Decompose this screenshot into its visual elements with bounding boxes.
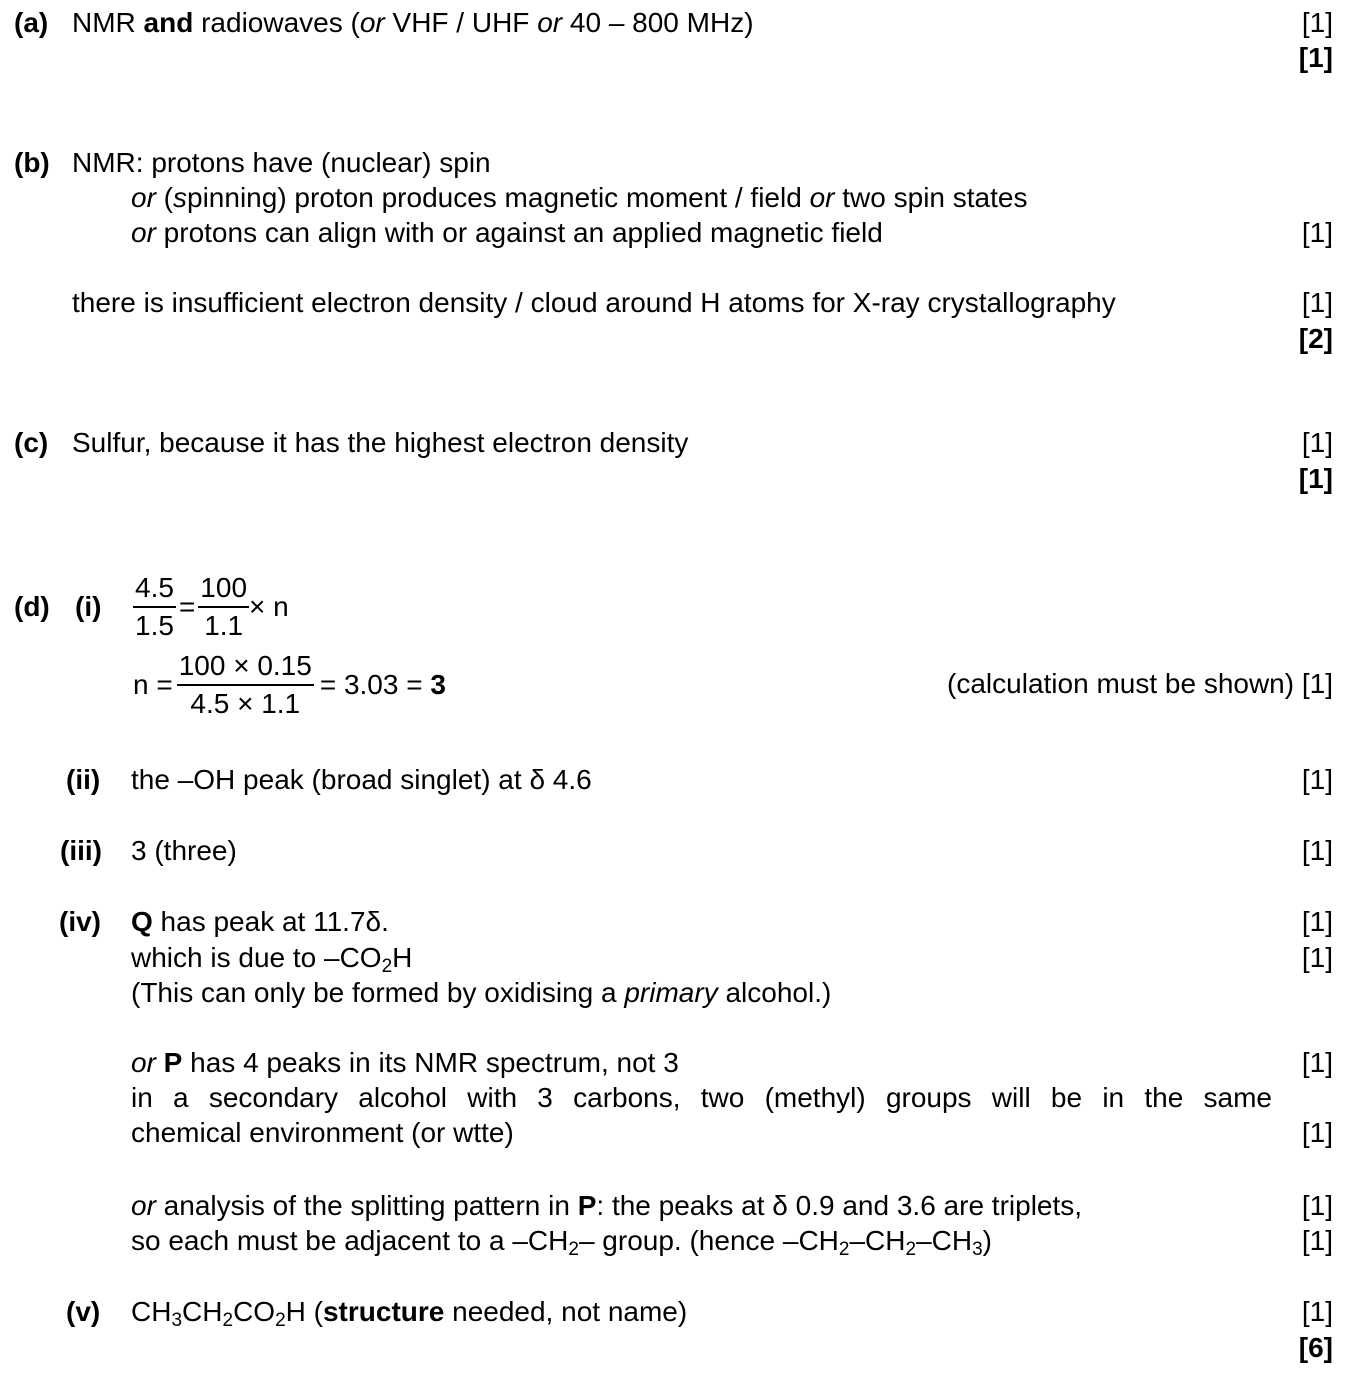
part-d-iv-line-3-b: alcohol.) [717, 977, 832, 1008]
part-d-iv-line-3-a: (This can only be formed by oxidising a [131, 977, 625, 1008]
part-b-line-1: NMR: protons have (nuclear) spin [72, 147, 491, 178]
part-d-iv-mark-6: [1] [1301, 1117, 1333, 1148]
part-b-mark-2: [1] [1301, 287, 1333, 318]
part-d-iv-label: (iv) [59, 906, 101, 937]
part-a-or-1: or [359, 7, 385, 38]
part-a-answer [72, 6, 754, 40]
part-d-iii-text: 3 (three) [131, 835, 237, 866]
part-d-iv-line-7 [131, 1189, 1082, 1223]
subscript: 2 [381, 956, 393, 977]
fraction-numerator: 100 × 0.15 [177, 648, 314, 686]
part-a-text-2: radiowaves ( [193, 7, 360, 38]
part-b-line-2-a: ( [155, 182, 174, 213]
text: ) [982, 1225, 992, 1256]
part-b-line-2 [131, 181, 1027, 215]
part-d-iv-line-7-a: analysis of the splitting pattern in [155, 1190, 578, 1221]
part-d-i-note: (calculation must be shown) [1] [947, 668, 1333, 699]
part-b-mark-1: [1] [1301, 217, 1333, 248]
part-d-i-equation-2 [133, 648, 446, 722]
part-b-line-2-c: two spin states [834, 182, 1028, 213]
part-a-text-4: 40 – 800 MHz) [562, 7, 754, 38]
part-a-or-2: or [537, 7, 563, 38]
text: CH [131, 1296, 172, 1327]
part-b-line-2-s: s [173, 182, 188, 213]
part-b-line-2-or-2: or [809, 182, 835, 213]
part-d-label: (d) [14, 591, 50, 622]
subscript: 2 [905, 1239, 917, 1260]
text: –CH [916, 1225, 973, 1256]
part-c-text: Sulfur, because it has the highest electron density [72, 427, 689, 458]
part-d-iv-line-2-b: H [392, 942, 413, 973]
part-d-iv-line-1-text: has peak at 11.7δ. [152, 906, 389, 937]
fraction-denominator: 4.5 × 1.1 [190, 688, 301, 719]
part-d-v-label: (v) [66, 1296, 101, 1327]
part-d-iv-mark-4: [1] [1301, 1047, 1333, 1078]
or-word: or [131, 1190, 156, 1221]
text: – group. (hence –CH [578, 1225, 839, 1256]
part-b-line-2-or: or [131, 182, 156, 213]
equals-sign: = [178, 591, 196, 622]
part-d-iii-label: (iii) [60, 835, 102, 866]
part-d-iii-mark: [1] [1301, 835, 1333, 866]
part-b-total: [2] [1298, 323, 1333, 354]
text: H ( [285, 1296, 323, 1327]
part-b-line-4: there is insufficient electron density / cloud around H atoms for X-ray crystallography [72, 287, 1116, 318]
text: CO [233, 1296, 276, 1327]
text: CH [182, 1296, 223, 1327]
primary-word: primary [624, 977, 718, 1008]
part-d-ii-text: the –OH peak (broad singlet) at δ 4.6 [131, 764, 592, 795]
part-d-iv-mark-1: [1] [1301, 906, 1333, 937]
part-d-iv-line-4-text: has 4 peaks in its NMR spectrum, not 3 [182, 1047, 679, 1078]
result-text: = 3.03 = [319, 669, 431, 700]
n-equals: n = [133, 669, 173, 700]
part-d-iv-line-8 [131, 1224, 992, 1258]
result-value: 3 [430, 669, 446, 700]
part-d-iv-line-1 [131, 905, 389, 939]
part-a-and: and [143, 7, 194, 38]
part-d-i-equation-1 [133, 570, 289, 644]
part-b-line-3-or: or [131, 217, 156, 248]
compound-p: P [155, 1047, 183, 1078]
part-a-label: (a) [14, 7, 49, 38]
part-d-iv-line-2 [131, 941, 412, 975]
part-d-i-label: (i) [75, 591, 102, 622]
part-a-text-1: NMR [72, 7, 144, 38]
subscript: 3 [972, 1239, 983, 1260]
structure-word: structure [322, 1296, 445, 1327]
part-d-v-text [131, 1295, 687, 1329]
part-b-label: (b) [14, 147, 50, 178]
fraction-calculation [177, 648, 314, 722]
fraction-denominator: 1.1 [204, 610, 244, 641]
part-d-iv-line-5: in a secondary alcohol with 3 carbons, two (methyl) groups will be in the same [131, 1082, 1272, 1113]
part-d-ii-mark: [1] [1301, 764, 1333, 795]
fraction-100-over-1-1 [198, 570, 249, 644]
part-d-iv-line-6: chemical environment (or wtte) [131, 1117, 514, 1148]
part-b-line-3 [131, 216, 883, 250]
part-d-iv-line-4 [131, 1046, 679, 1080]
or-word: or [131, 1047, 156, 1078]
part-d-iv-line-2-a: which is due to –CO [131, 942, 382, 973]
part-d-iv-mark-2: [1] [1301, 942, 1333, 973]
part-b-line-3-text: protons can align with or against an applied magnetic field [155, 217, 883, 248]
fraction-4-5-over-1-5 [133, 570, 176, 644]
text: needed, not name) [444, 1296, 688, 1327]
part-c-label: (c) [14, 427, 49, 458]
part-a-total: [1] [1298, 42, 1333, 73]
fraction-denominator: 1.5 [135, 610, 174, 641]
part-d-iv-line-7-b: : the peaks at δ 0.9 and 3.6 are triplets, [596, 1190, 1083, 1221]
part-d-iv-mark-7: [1] [1301, 1190, 1333, 1221]
subscript: 2 [568, 1239, 579, 1260]
part-d-total: [6] [1298, 1332, 1333, 1363]
subscript: 3 [171, 1310, 183, 1331]
text: –CH [849, 1225, 906, 1256]
part-d-v-mark: [1] [1301, 1296, 1333, 1327]
compound-q: Q [131, 906, 153, 937]
part-d-iv-mark-8: [1] [1301, 1225, 1333, 1256]
subscript: 2 [275, 1310, 286, 1331]
times-n: × n [249, 591, 289, 622]
text: so each must be adjacent to a –CH [131, 1225, 569, 1256]
compound-p: P [577, 1190, 597, 1221]
part-b-line-2-b: pinning) proton produces magnetic moment / field [187, 182, 810, 213]
part-c-mark: [1] [1301, 427, 1333, 458]
subscript: 2 [838, 1239, 850, 1260]
part-d-ii-label: (ii) [66, 764, 101, 795]
part-d-iv-line-3 [131, 976, 831, 1010]
part-a-text-3: VHF / UHF [384, 7, 538, 38]
part-a-mark: [1] [1301, 7, 1333, 38]
fraction-numerator: 4.5 [133, 570, 176, 608]
part-c-total: [1] [1298, 463, 1333, 494]
fraction-numerator: 100 [198, 570, 249, 608]
subscript: 2 [222, 1310, 234, 1331]
